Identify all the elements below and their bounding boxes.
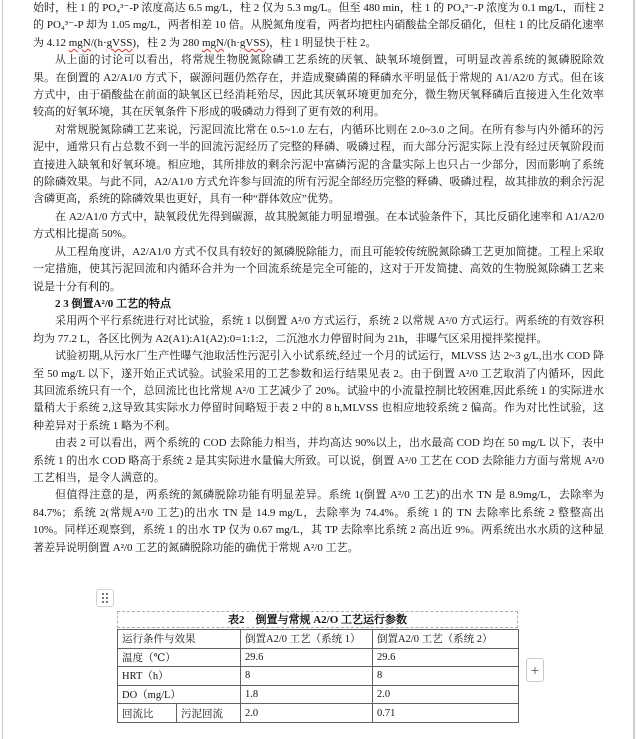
table-row: [118, 704, 519, 723]
paragraph: 试验初期,从污水厂生产性曝气池取活性污泥引入小试系统,经过一个月的试运行，MLVSS 达 2~3 g/L,出水 COD 降至 50 mg/L 以下，遂开始正式试验。试验采用的工艺参数和运行结果见表 2。由于倒置 A²/0 工艺取消了内循环，因此其回流系统只有一个，总回流比也比常规 A²/0 工艺减少了 20%。试验中的小流量控制比较困难,因此系统 1 的实际进水量稍大于系统 2,这导致其实际水力停留时间略短于表 2 中的 8 h,MLVSS 也相应地较系统 2 偏高。作为对比性试验，这种差异对于系统 1 略为不利。: [33, 350, 604, 432]
body-text: )，柱 1 明显快于柱 2。: [265, 36, 377, 49]
table-header-row: [118, 630, 519, 649]
paragraph: 从工程角度讲，A2/A1/0 方式不仅具有较好的氮磷脱除能力，而且可能较传统脱氮除磷工艺更加简捷。工程上采取一定措施，使其污泥回流和内循环合并为一个回流系统是完全可能的，这对于开发简捷、高效的生物脱氮除磷工艺来说是十分有利的。: [33, 245, 604, 293]
paragraph: 但值得注意的是，两系统的氮磷脱除功能有明显差异。系统 1(倒置 A²/0 工艺)的出水 TN 是 8.9mg/L，去除率为 84.7%；系统 2(常规A²/0 工艺)的出水 TN 是 14.9 mg/L，去除率为 74.4%。系统 1 的 TN 去除率比系统 2 整整高出 10%。同样还观察到，系统 1 的出水 TP 仅为 0.67 mg/L，其 TP 去除率比系统 2 高出近 9%。两系统出水水质的这种显著差异说明倒置 A²/0 工艺的氮磷脱除功能的确优于常规 A²/0 工艺。: [33, 489, 604, 554]
table-row: [118, 648, 519, 667]
row-label-cell[interactable]: HRT（h）: [118, 667, 241, 686]
body-text: /(h·: [224, 36, 240, 49]
value-cell[interactable]: 2.0: [373, 685, 519, 704]
value-cell[interactable]: 8: [373, 667, 519, 686]
value-cell[interactable]: 29.6: [373, 648, 519, 667]
paragraph: 对常规脱氮除磷工艺来说，污泥回流比常在 0.5~1.0 左右，内循环比则在 2.0~3.0 之间。在所有参与内外循环的污泥中，通常只有占总数不到一半的回流污泥经历了完整的释磷、吸磷过程，而大部分污泥实际上没有经过厌氧阶段而直接进入缺氧和好氧环境。相应地，其所排放的剩余污泥中富磷污泥的含量实际上也只占一少部分，因而影响了系统的除磷效果。与此不同，A2/A1/0 方式允许参与回流的所有污泥全部经历完整的释磷、吸磷过程，故其排放的剩余污泥含磷更高，系统的除磷效果也更好，具有一种“群体效应”优势。: [33, 123, 604, 206]
table-drag-handle[interactable]: [96, 589, 114, 607]
body-text: /(h·: [90, 36, 107, 49]
paragraph-continuation: [33, 0, 604, 52]
process-parameters-table: [117, 629, 519, 723]
body-text: )，柱 2 为 280: [132, 36, 202, 49]
value-cell[interactable]: 0.71: [373, 704, 519, 723]
document-body: [33, 0, 604, 557]
table-caption: 表2 倒置与常规 A2/O 工艺运行参数: [117, 611, 518, 628]
table-header-cell[interactable]: 运行条件与效果: [118, 630, 241, 649]
value-cell[interactable]: 1.8: [241, 685, 373, 704]
table-row: [118, 685, 519, 704]
spellcheck-flagged-text: mgN: [202, 36, 224, 49]
row-label-cell[interactable]: 温度（℃）: [118, 648, 241, 667]
paragraph: 从上面的讨论可以看出，将常规生物脱氮除磷工艺系统的厌氧、缺氧环境倒置，可明显改善系统的氮磷脱除效果。在倒置的 A2/A1/0 方式下，碳源问题仍然存在，并造成聚磷菌的释磷水平明显低于常规的 A1/A2/0 方式。但在该方式中，由于硝酸盐在前面的缺氧区已经消耗殆尽，因此其厌氧环境更加充分，微生物厌氧释磷后直接进入生化效率较高的好氧环境，其在厌氧条件下形成的吸磷动力得到了更有效的利用。: [33, 54, 604, 119]
table-header-cell[interactable]: 倒置A2/0 工艺（系统 2）: [373, 630, 519, 649]
table-add-button[interactable]: +: [526, 658, 544, 682]
section-heading: 2 3 倒置A²/0 工艺的特点: [55, 297, 172, 310]
spellcheck-flagged-text: gVSS: [106, 36, 133, 49]
paragraph: 采用两个平行系统进行对比试验，系统 1 以倒置 A²/0 方式运行，系统 2 以常规 A²/0 方式运行。两系统的有效容积均为 77.2 L，各区比例为 A2(A1):A1(A2):0=1:1:2，二沉池水力停留时间为 21h，非曝气区采用搅拌桨搅拌。: [33, 315, 604, 345]
table-row: [118, 667, 519, 686]
table-header-cell[interactable]: 倒置A2/0 工艺（系统 1）: [241, 630, 373, 649]
page-right-edge: [633, 0, 635, 739]
paragraph: 在 A2/A1/0 方式中，缺氧段优先得到碳源，故其脱氮能力明显增强。在本试验条件下，其比反硝化速率和 A1/A2/0 方式相比提高 50%。: [33, 210, 604, 241]
spellcheck-flagged-text: mgN: [68, 36, 91, 49]
body-text: 始时，柱 1 的 PO₄³⁻-P 浓度高达 6.5 mg/L，柱 2 仅为 5.3 mg/L。但至 480 min，柱 1 的 PO₄³⁻-P 浓度为 0.1 mg/L，而柱 2 的 PO₄³⁻-P 却为 1.05 mg/L，两者相差 10 倍。从脱氮角度看，两者均把柱内硝酸盐全部反硝化，但柱 1 的比反硝化速率为 4.12: [33, 2, 604, 49]
spellcheck-flagged-text: gVSS: [239, 36, 266, 49]
value-cell[interactable]: 29.6: [241, 648, 373, 667]
row-label-cell[interactable]: 回流比: [118, 704, 177, 723]
row-sublabel-cell[interactable]: 污泥回流: [177, 704, 241, 723]
drag-handle-icon: [100, 592, 110, 604]
value-cell[interactable]: 2.0: [241, 704, 373, 723]
value-cell[interactable]: 8: [241, 667, 373, 686]
row-label-cell[interactable]: DO（mg/L）: [118, 685, 241, 704]
paragraph: 由表 2 可以看出，两个系统的 COD 去除能力相当，并均高达 90%以上，出水最高 COD 均在 50 mg/L 以下，表中系统 1 的出水 COD 略高于系统 2 是其实际进水量偏大所致。可以说，倒置 A²/0 工艺在 COD 去除能力方面与常规 A²/0 工艺相当，是令人满意的。: [33, 437, 604, 484]
page-left-edge: [2, 0, 3, 739]
